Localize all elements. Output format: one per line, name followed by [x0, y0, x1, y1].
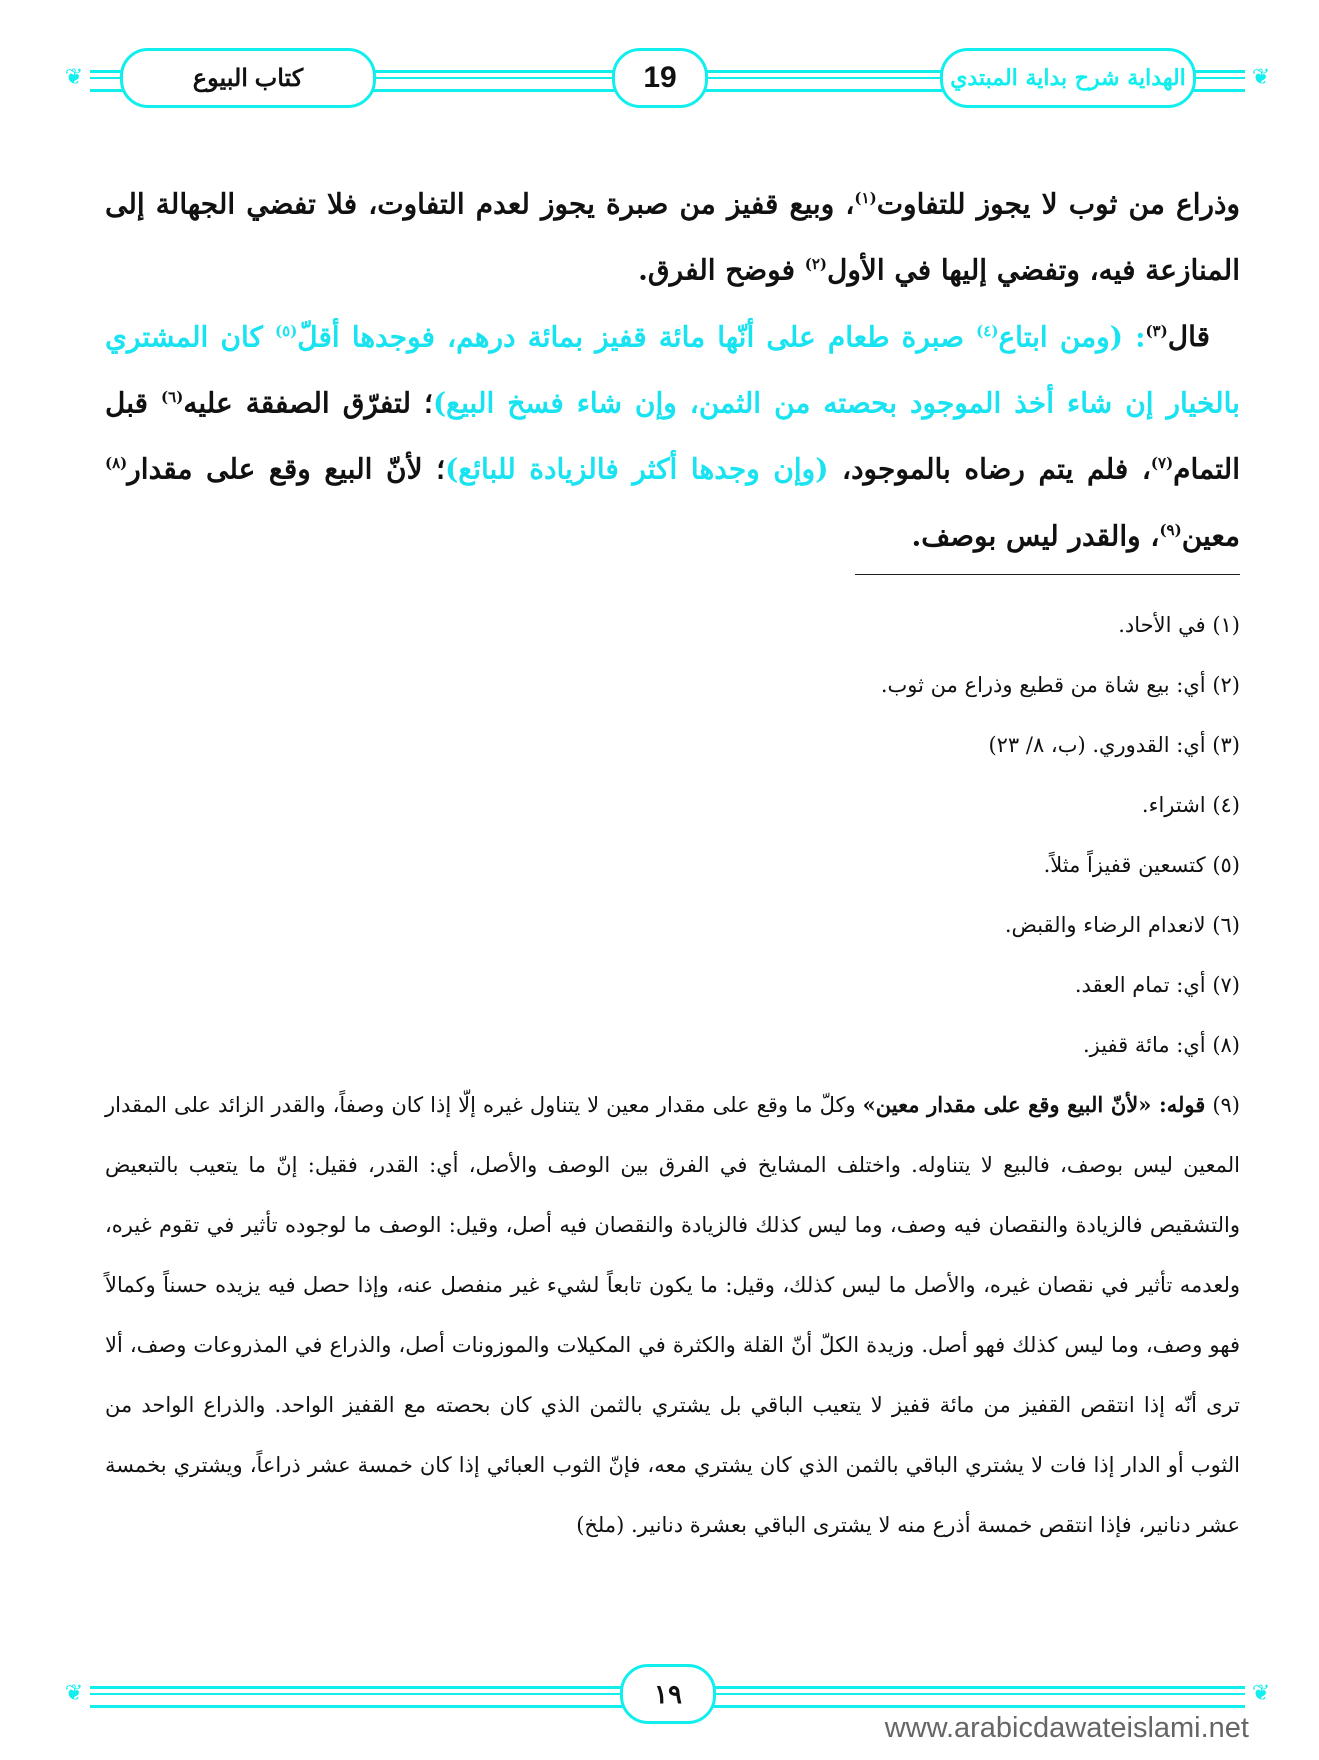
ornament-right-icon: ❦	[1251, 1681, 1271, 1706]
footnote-ref: (٦)	[161, 387, 184, 406]
footnote: (٧) أي: تمام العقد.	[1074, 973, 1240, 997]
footnote: (١) في الأحاد.	[1118, 613, 1240, 637]
ornament-left-icon: ❦	[64, 65, 84, 90]
footnote-ref: (٧)	[1150, 454, 1174, 473]
footnote-ref: (٣)	[1145, 321, 1168, 340]
text: قال	[1167, 319, 1210, 353]
text: فوضح الفرق.	[638, 253, 805, 287]
watermark-url: www.arabicdawateislami.net	[884, 1712, 1249, 1744]
footnote-number: (٩)	[1212, 1093, 1240, 1117]
footnote: (٨) أي: مائة قفيز.	[1082, 1033, 1240, 1057]
book-title: كتاب البيوع	[120, 48, 376, 108]
text: وذراع من ثوب لا يجوز للتفاوت	[876, 187, 1240, 221]
text: ، فلم يتم رضاه بالموجود،	[828, 452, 1151, 486]
matn-text: (وإن وجدها أكثر فالزيادة للبائع)	[445, 452, 829, 486]
footnote-ref: (٥)	[275, 321, 298, 340]
matn-text: : (ومن ابتاع	[998, 319, 1146, 353]
series-logo: الهداية شرح بداية المبتدي	[940, 48, 1196, 108]
footnote	[105, 1075, 1240, 1555]
footnote: (٢) أي: بيع شاة من قطيع وذراع من ثوب.	[880, 673, 1240, 697]
footnote: (٥) كتسعين قفيزاً مثلاً.	[1043, 853, 1240, 877]
matn-text: صبرة طعام على أنّها مائة قفيز بمائة درهم، فوجدها أقلّ	[297, 319, 977, 353]
matn-text: كان المشتري بالخيار إن شاء أخذ الموجود بحصته من الثمن، وإن شاء فسخ البيع)	[105, 319, 1240, 420]
footnote-separator	[855, 574, 1240, 575]
text: ؛ لتفرّق الصفقة عليه	[183, 386, 433, 420]
footnote-ref: (٤)	[976, 321, 999, 340]
footnote-lead: قوله: «لأنّ البيع وقع على مقدار معين»	[862, 1092, 1206, 1117]
page-header	[60, 48, 1275, 108]
ornament-left-icon: ❦	[64, 1681, 84, 1706]
text: ، وبيع قفيز من صبرة يجوز لعدم التفاوت، فلا تفضي الجهالة إلى المنازعة فيه، وتفضي إليها في الأول	[105, 187, 1240, 287]
footnote-ref: (١)	[854, 189, 877, 207]
text: معين	[1181, 518, 1240, 552]
footnote-text: وكلّ ما وقع على مقدار معين لا يتناول غيره إلّا إذا كان وصفاً، والقدر الزائد على المقدار المعين ليس بوصف، فالبيع لا يتناوله. واختلف المشايخ في الفرق بين الوصف والأصل، أي: القدر، فقيل: إنّ ما يتعيب بالتبعيض والتشقيص فالزيادة والنقصان فيه وصف، وما ليس كذلك فالزيادة والنقصان فيه أصل، وقيل: الوصف ما لوجوده تأثير في تقوم غيره، ولعدمه تأثير في نقصان غيره، والأصل ما ليس كذلك، وقيل: ما يكون تابعاً لشيء غير منفصل عنه، وإذا حصل فيه يزيده حسناً وكمالاً فهو وصف، وما ليس كذلك فهو أصل. وزيدة الكلّ أنّ القلة والكثرة في المكيلات والموزونات أصل، والذراع في المذروعات وصف، ألا ترى أنّه إذا انتقص القفيز من مائة قفيز لا يتعيب الباقي بل يشتري بالثمن الذي كان بحصته مع القفيز الواحد. والذراع الواحد من الثوب أو الدار إذا فات لا يشتري الباقي بالثمن الذي كان يشتري معه، فإنّ الثوب العبائي إذا كان خمسة عشر ذراعاً، ويشتري بخمسة عشر دنانير، فإذا انتقص خمسة أذرع منه لا يشترى الباقي بعشرة دنانير. (ملخ)	[105, 1093, 1240, 1537]
footnote: (٤) اشتراء.	[1141, 793, 1240, 817]
ornament-right-icon: ❦	[1251, 65, 1271, 90]
footer-page-number: ١٩	[620, 1664, 716, 1724]
text: ؛ لأنّ البيع وقع على مقدار	[127, 452, 446, 486]
text: ، والقدر ليس بوصف.	[911, 518, 1160, 552]
footnote-ref: (٢)	[804, 255, 828, 274]
footnote-ref: (٨)	[105, 454, 128, 473]
footnote-ref: (٩)	[1159, 520, 1182, 539]
footnote: (٣) أي: القدوري. (ب، ٨/ ٢٣)	[988, 733, 1240, 757]
page-number: 19	[612, 48, 708, 108]
main-text	[105, 168, 1240, 566]
footnote: (٦) لانعدام الرضاء والقبض.	[1004, 913, 1240, 937]
footnotes	[105, 595, 1240, 1555]
text: قبل التمام	[105, 386, 1240, 486]
